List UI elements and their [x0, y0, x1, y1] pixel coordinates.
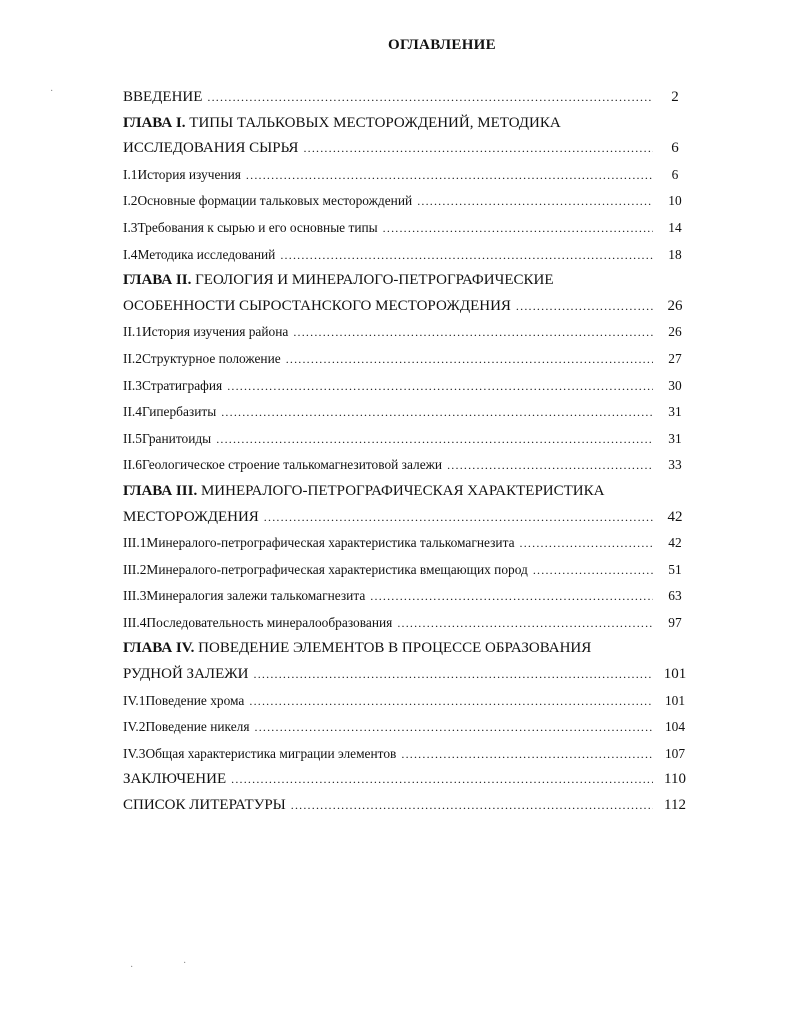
page-number: 101	[664, 692, 686, 708]
leader-dots	[293, 320, 653, 346]
chapter-title-line1: МИНЕРАЛОГО-ПЕТРОГРАФИЧЕСКАЯ ХАРАКТЕРИСТИКА	[197, 482, 605, 499]
chapter-heading-continuation	[123, 505, 693, 531]
leader-dots	[280, 243, 653, 269]
leader-dots	[447, 453, 653, 479]
leader-dots	[533, 558, 653, 584]
page-title: ОГЛАВЛЕНИЕ	[388, 37, 496, 53]
toc-section-entry	[123, 426, 693, 453]
page-number: 26	[667, 297, 683, 314]
section-number: III.4	[123, 614, 147, 630]
toc-section-entry	[123, 583, 693, 610]
section-title: Поведение никеля	[145, 719, 250, 735]
chapter-heading	[123, 268, 693, 294]
scan-speck: ·	[183, 958, 187, 969]
leader-dots	[516, 294, 653, 320]
section-title: Минералого-петрографическая характеристика вмещающих пород	[146, 561, 528, 577]
section-number: II.5	[123, 430, 142, 446]
leader-dots	[221, 400, 653, 426]
page-number: 110	[664, 771, 686, 788]
chapter-prefix: ГЛАВА III.	[123, 482, 198, 499]
section-number: I.1	[123, 166, 138, 182]
toc-section-entry	[123, 242, 693, 269]
section-number: III.3	[123, 588, 147, 604]
chapter-title-line1: ПОВЕДЕНИЕ ЭЛЕМЕНТОВ В ПРОЦЕССЕ ОБРАЗОВАНИЯ	[194, 640, 592, 657]
toc-section-entry	[123, 452, 693, 479]
page-number: 18	[668, 246, 682, 262]
page-number: 6	[671, 140, 679, 157]
leader-dots	[207, 85, 653, 111]
section-title: История изучения	[137, 166, 241, 182]
toc-section-entry	[123, 557, 693, 584]
leader-dots	[291, 793, 653, 819]
conclusion-label: ЗАКЛЮЧЕНИЕ	[123, 771, 227, 788]
leader-dots	[401, 742, 653, 768]
page-number: 31	[668, 404, 682, 420]
leader-dots	[303, 136, 653, 162]
section-title: Гипербазиты	[141, 404, 217, 420]
toc-section-entry	[123, 714, 693, 741]
intro-label: ВВЕДЕНИЕ	[123, 89, 203, 105]
section-title: Поведение хрома	[145, 692, 245, 708]
page-number: 42	[667, 508, 683, 525]
page-number: 97	[668, 614, 682, 630]
toc-section-entry	[123, 530, 693, 557]
toc-section-entry	[123, 373, 693, 400]
page-number: 112	[664, 797, 686, 814]
chapter-prefix: ГЛАВА I.	[123, 114, 186, 131]
section-title: Последовательность минералообразования	[146, 614, 393, 630]
chapter-title-line2: РУДНОЙ ЗАЛЕЖИ	[123, 666, 249, 683]
leader-dots	[249, 689, 653, 715]
chapter-prefix: ГЛАВА IV.	[123, 640, 195, 657]
toc-section-entry	[123, 319, 693, 346]
chapter-heading	[123, 479, 693, 505]
chapter-title-line2: МЕСТОРОЖДЕНИЯ	[123, 508, 259, 525]
leader-dots	[397, 611, 653, 637]
leader-dots	[254, 662, 653, 688]
toc-entry-references	[123, 793, 693, 819]
chapter-title-line1: ГЕОЛОГИЯ И МИНЕРАЛОГО-ПЕТРОГРАФИЧЕСКИЕ	[191, 272, 554, 289]
page-number: 31	[668, 430, 682, 446]
scan-speck: ·	[50, 86, 54, 97]
chapter-heading-continuation	[123, 136, 693, 162]
chapter-title-line2: ИССЛЕДОВАНИЯ СЫРЬЯ	[123, 140, 299, 157]
references-label: СПИСОК ЛИТЕРАТУРЫ	[123, 797, 286, 814]
scan-speck: ·	[130, 962, 134, 973]
section-title: Минералого-петрографическая характеристика талькомагнезита	[146, 535, 515, 551]
page-number: 51	[668, 561, 682, 577]
chapter-prefix: ГЛАВА II.	[123, 272, 192, 289]
chapter-heading-continuation	[123, 662, 693, 688]
chapter-heading	[123, 111, 693, 137]
toc-section-entry	[123, 162, 693, 189]
toc-section-entry	[123, 741, 693, 768]
page-number: 10	[668, 193, 682, 209]
leader-dots	[264, 505, 653, 531]
section-title: Стратиграфия	[141, 377, 223, 393]
chapter-heading-continuation	[123, 294, 693, 320]
section-title: Методика исследований	[137, 246, 276, 262]
leader-dots	[383, 216, 653, 242]
page-number: 26	[668, 324, 682, 340]
section-number: II.6	[123, 457, 142, 473]
section-number: IV.1	[123, 692, 146, 708]
page-number: 30	[668, 377, 682, 393]
chapter-title-line2: ОСОБЕННОСТИ СЫРОСТАНСКОГО МЕСТОРОЖДЕНИЯ	[123, 297, 511, 314]
toc-section-entry	[123, 215, 693, 242]
page-number: 14	[668, 219, 682, 235]
leader-dots	[227, 374, 653, 400]
leader-dots	[246, 163, 653, 189]
page-number: 27	[668, 350, 682, 366]
section-number: II.2	[123, 350, 142, 366]
leader-dots	[231, 767, 653, 793]
leader-dots	[417, 189, 653, 215]
section-number: II.4	[123, 404, 142, 420]
toc-section-entry	[123, 610, 693, 637]
section-number: II.3	[123, 377, 142, 393]
chapter-heading	[123, 636, 693, 662]
page-number: 6	[671, 166, 679, 182]
page-number: 33	[668, 457, 682, 473]
page-number: 42	[668, 535, 682, 551]
toc-entry-intro	[123, 85, 693, 111]
leader-dots	[255, 715, 654, 741]
section-title: Общая характеристика миграции элементов	[145, 745, 397, 761]
section-number: I.2	[123, 193, 138, 209]
page-number: 2	[671, 89, 679, 105]
toc-section-entry	[123, 346, 693, 373]
section-title: Требования к сырью и его основные типы	[137, 219, 378, 235]
leader-dots	[286, 347, 653, 373]
section-title: Минералогия залежи талькомагнезита	[146, 588, 366, 604]
section-number: III.1	[123, 535, 147, 551]
section-number: II.1	[123, 324, 142, 340]
page-number: 101	[663, 666, 687, 683]
section-number: III.2	[123, 561, 147, 577]
leader-dots	[520, 531, 653, 557]
section-number: I.3	[123, 219, 138, 235]
chapters-list	[123, 111, 693, 768]
section-title: Основные формации тальковых месторождений	[137, 193, 413, 209]
toc-section-entry	[123, 688, 693, 715]
toc-entry-conclusion	[123, 767, 693, 793]
section-title: История изучения района	[141, 324, 289, 340]
toc-section-entry	[123, 399, 693, 426]
section-number: I.4	[123, 246, 138, 262]
page-number: 104	[664, 719, 686, 735]
section-title: Структурное положение	[141, 350, 281, 366]
chapter-title-line1: ТИПЫ ТАЛЬКОВЫХ МЕСТОРОЖДЕНИЙ, МЕТОДИКА	[185, 114, 561, 131]
section-number: IV.2	[123, 719, 146, 735]
section-title: Гранитоиды	[141, 430, 212, 446]
page-number: 63	[668, 588, 682, 604]
leader-dots	[370, 584, 653, 610]
section-number: IV.3	[123, 745, 146, 761]
leader-dots	[216, 427, 653, 453]
section-title: Геологическое строение талькомагнезитовой залежи	[141, 457, 443, 473]
toc-section-entry	[123, 188, 693, 215]
table-of-contents	[123, 85, 693, 819]
page-number: 107	[664, 745, 686, 761]
